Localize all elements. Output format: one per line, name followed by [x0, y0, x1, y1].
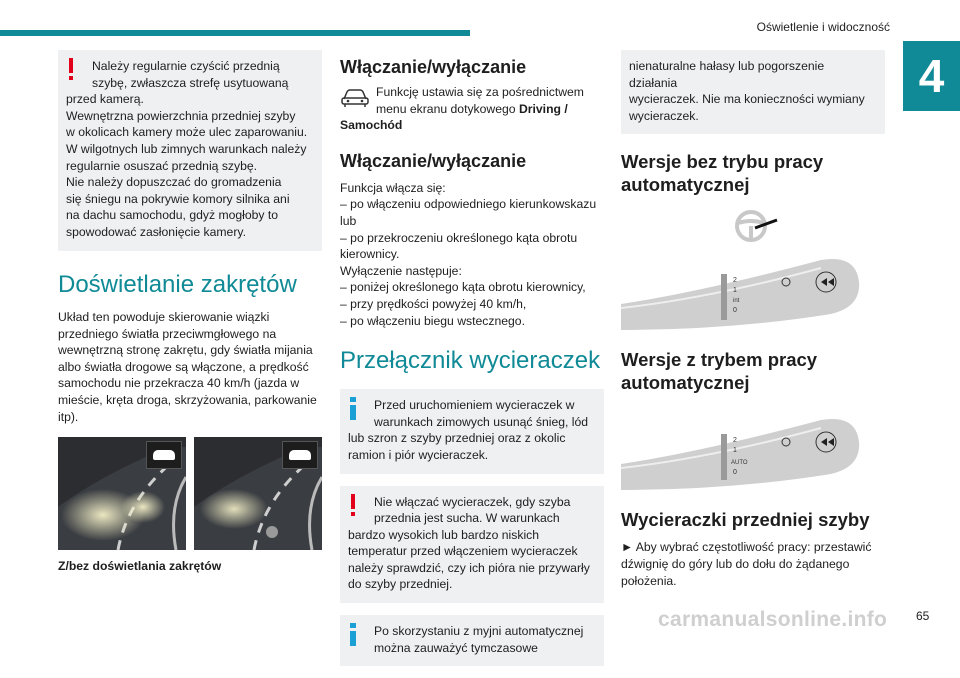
photo-with-cornering-light	[58, 437, 186, 550]
text-line: przedniego światła przeciwmgłowego na	[58, 326, 277, 341]
wiper-instructions	[621, 539, 885, 589]
text-line: dźwignię do góry lub do dołu do żądanego	[621, 556, 850, 571]
steering-wheel-icon	[733, 208, 779, 244]
warning-icon	[69, 58, 73, 73]
warning-line: do szyby przedniej.	[348, 577, 453, 592]
text-line: albo światła drogowe są włączone, a prędkość	[58, 359, 309, 374]
warning-box-dry-glass	[340, 486, 604, 604]
heading-on-off: Włączanie/wyłączanie	[340, 57, 527, 77]
warning-line: przed kamerą.	[66, 92, 144, 107]
info-box-car-wash	[340, 615, 604, 666]
warning-line: na dachu samochodu, gdyż mogłoby to	[66, 208, 279, 223]
text-line: Wyłączenie następuje:	[340, 263, 462, 278]
text-line: Funkcja włącza się:	[340, 180, 446, 195]
section-heading: Doświetlanie zakrętów	[58, 271, 297, 298]
warning-line: Wewnętrzna powierzchnia przedniej szyby	[66, 108, 296, 123]
warning-line: w okolicach kamery może ulec zaparowaniu.	[66, 125, 308, 140]
stalk-label: 2	[733, 437, 737, 445]
warning-line: należy sprawdzić, czy ich pióra nie przywarły	[348, 560, 590, 575]
info-line: wycieraczek.	[629, 108, 699, 123]
stalk-label: 1	[733, 447, 737, 455]
info-line: warunkach zimowych usunąć śnieg, lód	[374, 414, 589, 429]
info-line: Po skorzystaniu z myjni automatycznej	[374, 624, 584, 639]
info-line: Przed uruchomieniem wycieraczek w	[374, 398, 575, 413]
stalk-label: 2	[733, 277, 737, 285]
text-line: ► Aby wybrać częstotliwość pracy: przestawić	[621, 540, 872, 555]
text-line: położenia.	[621, 573, 677, 588]
warning-line: szybę, zwłaszcza strefę usytuowaną	[92, 75, 289, 90]
warning-line: przednia jest sucha. W warunkach	[374, 511, 560, 526]
heading-without-auto: Wersje bez trybu pracy automatycznej	[621, 151, 824, 196]
headlight-car-icon	[146, 441, 182, 469]
warning-line: spowodować zasłonięcie kamery.	[66, 224, 246, 239]
info-box-winter	[340, 389, 604, 473]
cornering-photos	[58, 437, 322, 550]
cornering-description	[58, 309, 322, 425]
section-title: Oświetlenie i widoczność	[756, 20, 890, 34]
photo-caption: Z/bez doświetlania zakrętów	[58, 559, 222, 574]
text-line: kierownicy.	[340, 247, 400, 262]
wiper-stalk-manual	[621, 252, 861, 332]
text-line: itp).	[58, 409, 79, 424]
stalk-label: 0	[733, 469, 737, 477]
warning-line: regularnie osuszać przednią szybę.	[66, 158, 258, 173]
warning-line: Nie należy dopuszczać do gromadzenia	[66, 175, 282, 190]
column-3	[621, 50, 885, 589]
info-line: można zauważyć tymczasowe	[374, 640, 538, 655]
stalk-label: 1	[733, 287, 737, 295]
heading-with-auto: Wersje z trybem pracy automatycznej	[621, 349, 818, 394]
car-settings-icon	[340, 86, 370, 108]
warning-line: się śniegu na pokrywie komory silnika ani	[66, 191, 290, 206]
warning-icon	[351, 494, 355, 509]
info-line: ramion i piór wycieraczek.	[348, 447, 489, 462]
text-line: – po włączeniu odpowiedniego kierunkowskazu	[340, 197, 597, 212]
info-line: lub szron z szyby przedniej oraz z okolic	[348, 431, 566, 446]
chapter-number: 4	[903, 41, 960, 111]
info-line: wycieraczek. Nie ma konieczności wymiany	[629, 92, 865, 107]
text-line: – poniżej określonego kąta obrotu kierownicy,	[340, 280, 586, 295]
text-line: Funkcję ustawia się za pośrednictwem	[376, 85, 584, 99]
stalk-label: int	[733, 298, 740, 305]
info-icon	[350, 397, 356, 419]
heading-front-wipers: Wycieraczki przedniej szyby	[621, 509, 870, 531]
text-line: samochodu nie przekracza 40 km/h (jazda w	[58, 376, 300, 391]
column-2	[340, 50, 604, 678]
stalk-label: AUTO	[731, 460, 748, 467]
touchscreen-note	[340, 84, 604, 117]
info-box-continued	[621, 50, 885, 134]
text-line	[376, 101, 604, 118]
stalk-label: 0	[733, 307, 737, 315]
headlight-car-icon	[282, 441, 318, 469]
info-line: nienaturalne hałasy lub pogorszenie działania	[629, 59, 825, 90]
text-line: – przy prędkości powyżej 40 km/h,	[340, 296, 527, 311]
header-bar	[0, 30, 470, 36]
menu-path: Driving /	[518, 101, 568, 116]
warning-line: Należy regularnie czyścić przednią	[92, 59, 280, 73]
info-icon	[350, 623, 356, 645]
watermark: carmanualsonline.info	[658, 608, 888, 631]
text-line: wewnętrzną stronę zakrętu, gdy światła mijania	[58, 343, 313, 358]
activation-conditions	[340, 180, 604, 329]
wiper-stalk-auto	[621, 412, 861, 492]
text-fragment: menu ekranu dotykowego	[376, 101, 519, 116]
text-line: Układ ten powoduje skierowanie wiązki	[58, 310, 270, 324]
text-line: mieście, kręta droga, skrzyżowania, parkowanie	[58, 392, 317, 407]
warning-line: Nie włączać wycieraczek, gdy szyba	[374, 494, 571, 509]
page-number: 65	[916, 609, 930, 623]
column-1	[58, 50, 322, 575]
menu-path: Samochód	[340, 118, 403, 133]
photo-without-cornering-light	[194, 437, 322, 550]
text-line: lub	[340, 213, 357, 228]
section-heading: Przełącznik wycieraczek	[340, 347, 601, 375]
warning-box-camera	[58, 50, 322, 251]
text-line: – po przekroczeniu określonego kąta obrotu	[340, 230, 578, 245]
warning-line: W wilgotnych lub zimnych warunkach należy	[66, 141, 307, 156]
warning-line: temperatur przed włączeniem wycieraczek	[348, 544, 578, 559]
text-line: – po włączeniu biegu wstecznego.	[340, 313, 525, 328]
warning-line: bardzo wysokich lub bardzo niskich	[348, 527, 540, 542]
heading-on-off-2: Włączanie/wyłączanie	[340, 150, 527, 171]
